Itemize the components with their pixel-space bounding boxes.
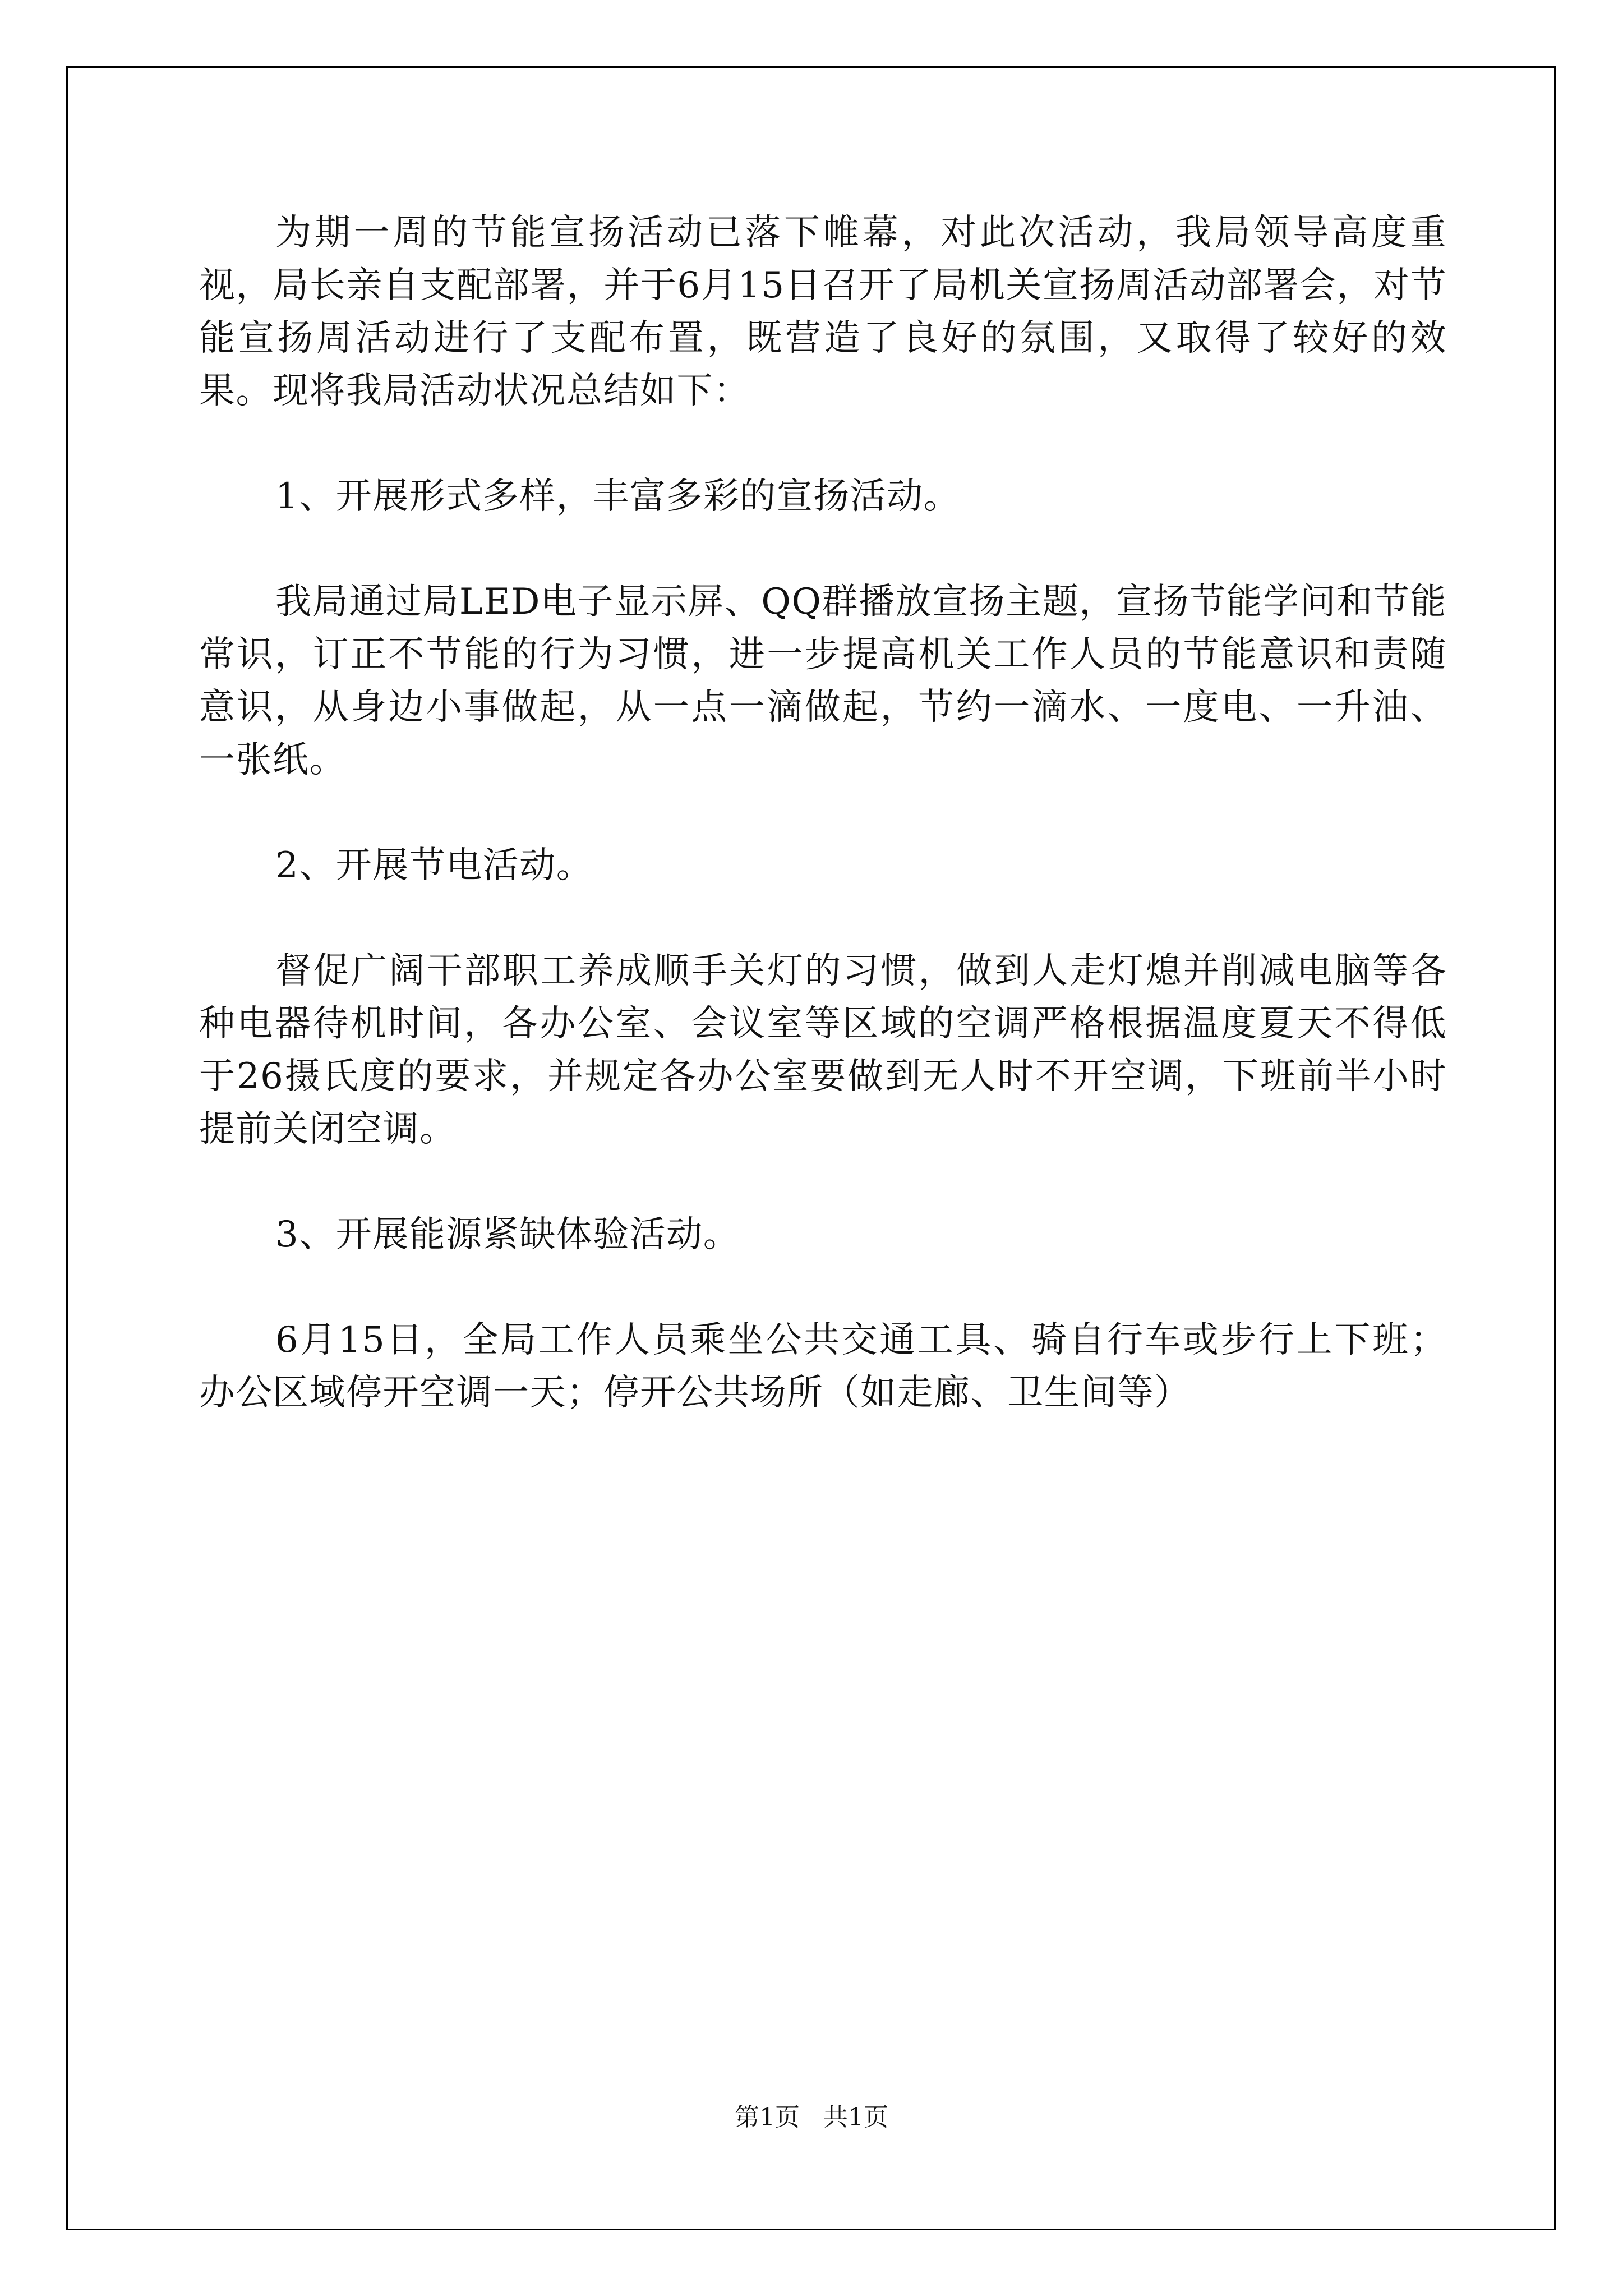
section-heading-1: 1、开展形式多样，丰富多彩的宣扬活动。	[275, 476, 961, 517]
page-footer	[0, 2097, 1623, 2133]
page-number-total: 共1页	[823, 2103, 888, 2132]
paragraph-intro: 为期一周的节能宣扬活动已落下帷幕，对此次活动，我局领导高度重视，局长亲自支配部署，并于6月15日召开了局机关宣扬周活动部署会，对节能宣扬周活动进行了支配布置，既营造了良好的氛围，又取得了较好的效果。现将我局活动状况总结如下：	[199, 212, 1447, 412]
section-heading-3: 3、开展能源紧缺体验活动。	[275, 1214, 740, 1255]
page-number-current: 第1页	[735, 2103, 800, 2132]
document-body	[199, 206, 1447, 1472]
paragraph-publicity: 我局通过局LED电子显示屏、QQ群播放宣扬主题，宣扬节能学问和节能常识，订正不节能的行为习惯，进一步提高机关工作人员的节能意识和责随意识，从身边小事做起，从一点一滴做起，节约一滴水、一度电、一升油、一张纸。	[199, 581, 1447, 781]
paragraph-experience: 6月15日，全局工作人员乘坐公共交通工具、骑自行车或步行上下班；办公区域停开空调一天；停开公共场所（如走廊、卫生间等）	[199, 1319, 1447, 1414]
paragraph-electricity: 督促广阔干部职工养成顺手关灯的习惯，做到人走灯熄并削减电脑等各种电器待机时间，各办公室、会议室等区域的空调严格根据温度夏天不得低于26摄氏度的要求，并规定各办公室要做到无人时不开空调，下班前半小时提前关闭空调。	[199, 950, 1447, 1150]
section-heading-2: 2、开展节电活动。	[275, 845, 593, 886]
